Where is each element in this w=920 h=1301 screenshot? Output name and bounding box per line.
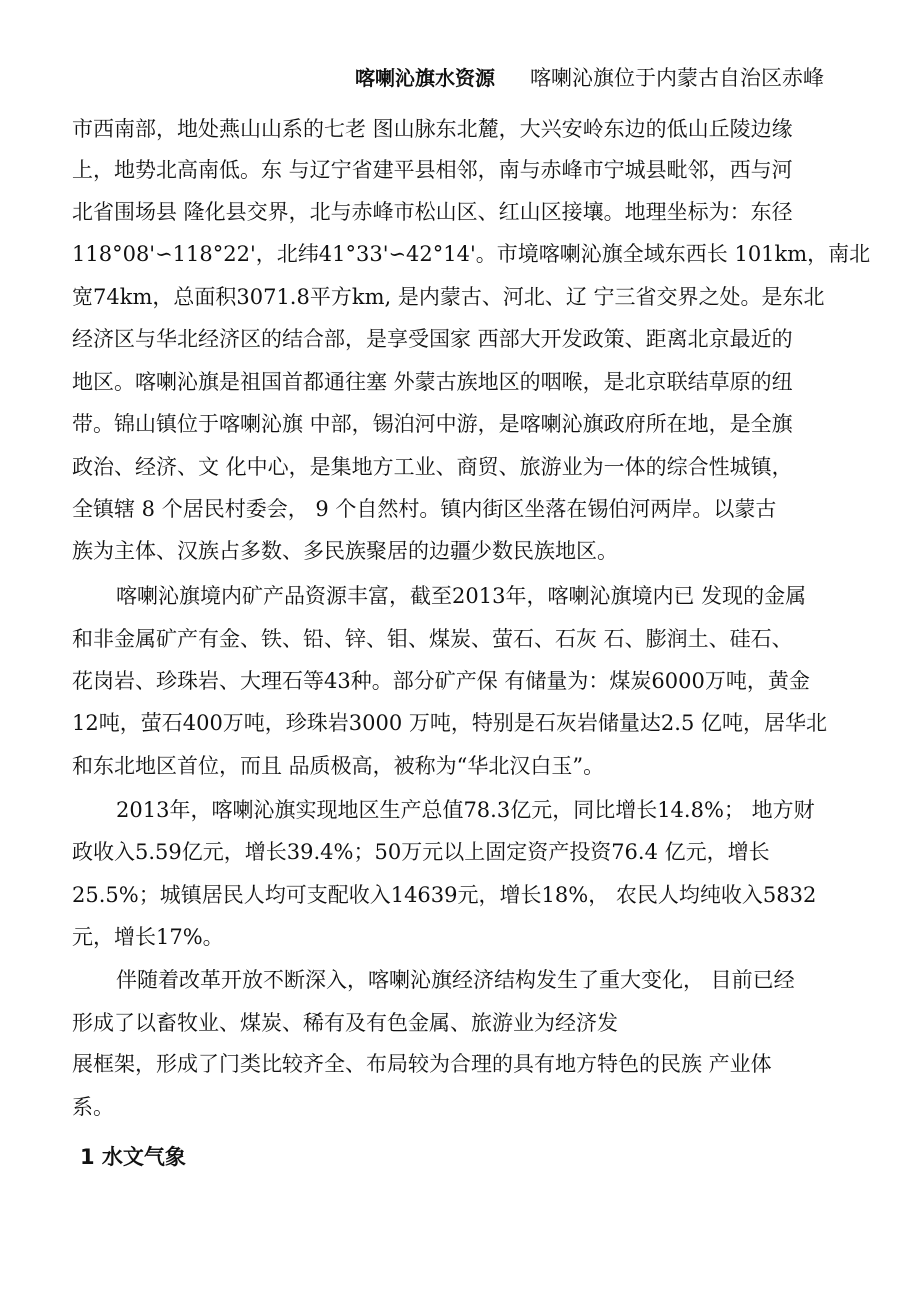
document-title: 喀喇沁旗水资源 (355, 66, 495, 90)
text-line: 展框架，形成了门类比较齐全、布局较为合理的具有地方特色的民族 产业体 (72, 1052, 772, 1076)
text-line: 宽74km，总面积3071.8平方km, 是内蒙古、河北、辽 宁三省交界之处。是东北 (72, 285, 825, 309)
text-line: 元，增长17%。 (72, 925, 224, 949)
section-heading: 1 水文气象 (80, 1145, 186, 1169)
text-line: 和非金属矿产有金、铁、铅、锌、钼、煤炭、萤石、石灰 石、膨润土、硅石、 (72, 627, 793, 651)
text-line: 系。 (72, 1095, 114, 1119)
text-line: 喀喇沁旗境内矿产品资源丰富，截至2013年，喀喇沁旗境内已 发现的金属 (116, 584, 807, 608)
text-line: 12吨，萤石400万吨，珍珠岩3000 万吨，特别是石灰岩储量达2.5 亿吨，居华北 (72, 711, 827, 735)
text-line: 市西南部，地处燕山山系的七老 图山脉东北麓，大兴安岭东边的低山丘陵边缘 (72, 117, 793, 141)
text-line: 经济区与华北经济区的结合部，是享受国家 西部大开发政策、距离北京最近的 (72, 327, 793, 351)
text-line: 上，地势北高南低。东 与辽宁省建平县相邻，南与赤峰市宁城县毗邻，西与河 (72, 158, 793, 182)
text-line: 政收入5.59亿元，增长39.4%；50万元以上固定资产投资76.4 亿元，增长 (72, 840, 770, 864)
text-line: 2013年，喀喇沁旗实现地区生产总值78.3亿元，同比增长14.8%； 地方财 (116, 798, 815, 822)
text-line: 政治、经济、文 化中心，是集地方工业、商贸、旅游业为一体的综合性城镇， (72, 455, 793, 479)
text-line: 带。锦山镇位于喀喇沁旗 中部，锡泊河中游，是喀喇沁旗政府所在地，是全旗 (72, 412, 793, 436)
text-line: 118°08'∽118°22'，北纬41°33'∽42°14'。市境喀喇沁旗全域东西长 101km，南北 (72, 242, 871, 266)
text-line: 花岗岩、珍珠岩、大理石等43种。部分矿产保 有储量为：煤炭6000万吨，黄金 (72, 669, 810, 693)
text-line: 和东北地区首位，而且 品质极高，被称为“华北汉白玉”。 (72, 754, 605, 778)
text-line: 伴随着改革开放不断深入，喀喇沁旗经济结构发生了重大变化， 目前已经 (116, 968, 795, 992)
text-line: 北省围场县 隆化县交界，北与赤峰市松山区、红山区接壤。地理坐标为：东径 (72, 200, 793, 224)
text-line: 形成了以畜牧业、煤炭、稀有及有色金属、旅游业为经济发 (72, 1011, 618, 1035)
text-line: 地区。喀喇沁旗是祖国首都通往塞 外蒙古族地区的咽喉，是北京联结草原的纽 (72, 370, 793, 394)
text-line: 族为主体、汉族占多数、多民族聚居的边疆少数民族地区。 (72, 539, 618, 563)
text-line: 喀喇沁旗位于内蒙古自治区赤峰 (530, 66, 824, 90)
text-line: 25.5%；城镇居民人均可支配收入14639元，增长18%， 农民人均纯收入5832 (72, 883, 817, 907)
text-line: 全镇辖 8 个居民村委会， 9 个自然村。镇内街区坐落在锡伯河两岸。以蒙古 (72, 497, 777, 521)
